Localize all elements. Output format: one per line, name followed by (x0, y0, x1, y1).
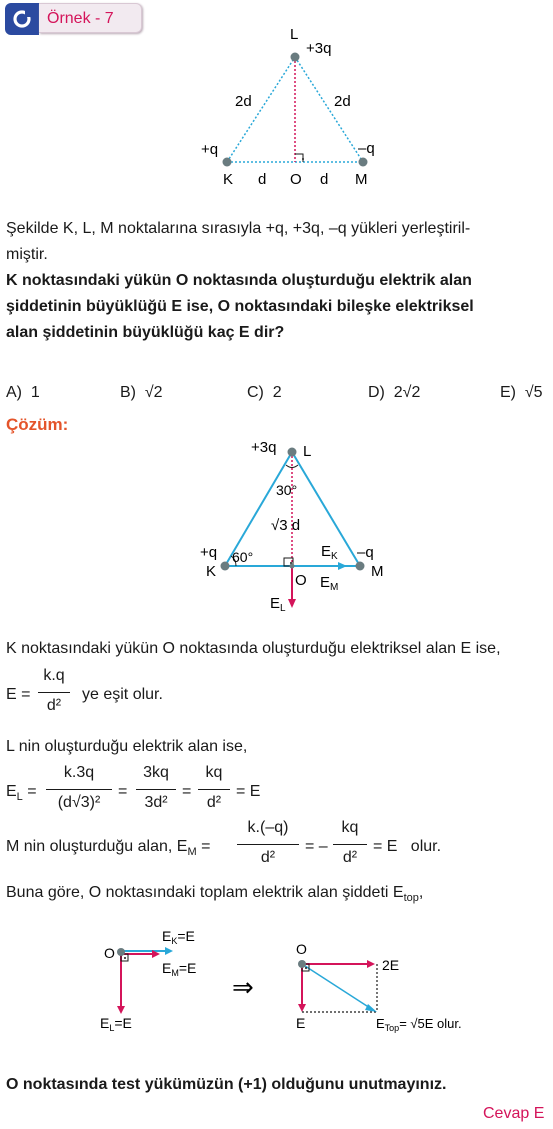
option-d: D) 2√2 (368, 384, 421, 401)
fig2-charge-K: +q (200, 544, 218, 561)
solution-line3: Buna göre, O noktasındaki toplam elektrik alan şiddeti $E_{top}$, (6, 884, 424, 905)
fig3-E-left: E (296, 1015, 306, 1031)
el-bar2 (136, 789, 176, 790)
el-eq2: = (118, 783, 128, 800)
fig3-EM: $E_M=E$ (162, 960, 197, 978)
el-tail: = E (236, 783, 261, 800)
question-text: Şekilde K, L, M noktalarına sırasıyla +q, +3q, –q yükleri yerleştiril- miştir. (6, 220, 471, 263)
el-num2: 3kq (143, 764, 169, 781)
em-bar1 (237, 844, 299, 845)
el-num1: k.3q (63, 764, 95, 781)
fig3-Etop: $E_{Top}= √5E$ olur. (376, 1016, 462, 1033)
side-left: 2d (235, 93, 252, 110)
side-right: 2d (334, 93, 351, 110)
fig3-EL: $E_L=E$ (100, 1015, 132, 1033)
solution-note: O noktasında test yükümüzün (+1) olduğunu unutmayınız. (6, 1076, 447, 1093)
em-den1: d² (260, 849, 276, 866)
charge-L: +3q (306, 40, 332, 57)
el-eq3: = (182, 783, 192, 800)
solution-title: Çözüm: (6, 415, 69, 434)
el-bar3 (198, 789, 230, 790)
fig3-O: O (104, 945, 115, 961)
badge-label: Örnek - 7 (39, 3, 142, 33)
fig2-label-L: L (303, 443, 312, 460)
em-tail: = E olur. (373, 838, 442, 855)
fig2-angle-top: 30° (276, 482, 298, 498)
el-label: $E_L$ = (6, 783, 37, 804)
fig2-EL: $E_L$ (270, 595, 286, 614)
label-M: M (355, 171, 368, 188)
el-den2: 3d² (144, 794, 168, 811)
em-label: M nin oluşturduğu alan, $E_M$ = (6, 838, 211, 859)
fig2-charge-L: +3q (251, 439, 277, 456)
vector-sum-figure (90, 918, 500, 1038)
el-num3: kq (205, 764, 223, 781)
fig2-EM: $E_M$ (320, 574, 339, 593)
label-O: O (290, 171, 302, 188)
fig2-label-O: O (295, 572, 307, 589)
fig2-height: √3 d (271, 517, 301, 534)
badge-circle-icon (5, 3, 39, 35)
label-L: L (290, 26, 299, 43)
answer-label: Cevap E (483, 1105, 545, 1122)
base-left: d (258, 171, 267, 188)
e-numerator: k.q (43, 667, 65, 684)
solution-figure (190, 432, 400, 617)
e-fraction-bar (38, 692, 70, 693)
base-right: d (320, 171, 329, 188)
option-c: C) 2 (247, 384, 282, 401)
example-badge (5, 3, 142, 35)
implies-arrow-icon: ⇒ (232, 972, 254, 1002)
e-tail: ye eşit olur. (82, 686, 163, 703)
fig2-charge-M: –q (357, 544, 374, 561)
triangle-figure (195, 22, 395, 192)
charge-K: +q (201, 141, 219, 158)
em-den2: d² (342, 849, 358, 866)
e-denominator: d² (46, 697, 62, 714)
el-den1: (d√3)² (57, 794, 101, 811)
fig2-EK: $E_K$ (321, 543, 338, 562)
em-num2: kq (341, 819, 359, 836)
em-minus: = – (305, 838, 328, 855)
fig2-angle-left: 60° (232, 549, 254, 565)
em-bar2 (333, 844, 367, 845)
option-a: A) 1 (6, 384, 40, 401)
label-K: K (223, 171, 234, 188)
solution-line2: L nin oluşturduğu elektrik alan ise, (6, 738, 248, 755)
charge-M: –q (358, 140, 375, 157)
question-bold: K noktasındaki yükün O noktasında oluşturduğu elektrik alan şiddetinin büyüklüğü E ise, O noktasındaki bileşke elektriksel alan şiddetinin büyüklüğü kaç E dir? (6, 272, 474, 341)
fig3-O2: O (296, 941, 307, 957)
fig2-label-K: K (206, 563, 217, 580)
fig3-EK: $E_K=E$ (162, 928, 195, 946)
option-e: E) √5 (500, 384, 543, 401)
el-den3: d² (206, 794, 222, 811)
el-bar1 (46, 789, 112, 790)
fig3-2E: 2E (382, 957, 400, 973)
e-label: E = (6, 686, 31, 703)
solution-line1: K noktasındaki yükün O noktasında oluşturduğu elektriksel alan E ise, (6, 640, 501, 657)
fig2-label-M: M (371, 563, 384, 580)
em-num1: k.(–q) (247, 819, 289, 836)
option-b: B) √2 (120, 384, 163, 401)
